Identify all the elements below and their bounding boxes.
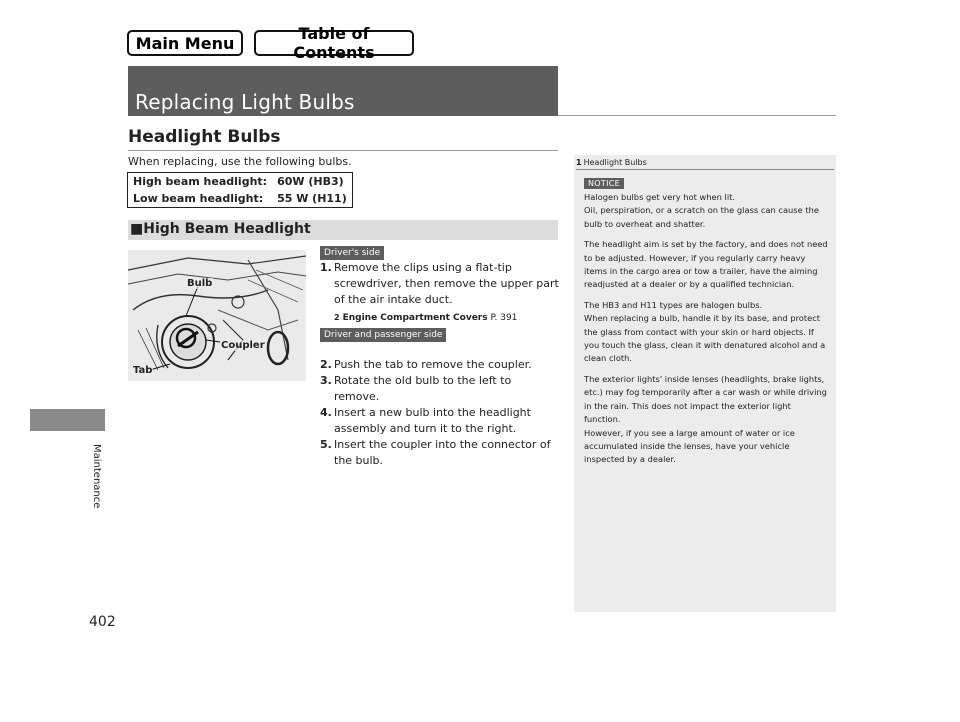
table-of-contents-button[interactable]: Table of Contents bbox=[254, 30, 414, 56]
sidebar-paragraph: The HB3 and H11 types are halogen bulbs. When replacing a bulb, handle it by its base, and protect the glass from contact with your skin or hard objects. If you touch the glass, clean it with denatured alcohol and a clean cloth. bbox=[584, 299, 826, 364]
notice-badge: NOTICE bbox=[584, 178, 624, 189]
spec-label: High beam headlight: bbox=[133, 175, 268, 188]
bulb-label: Bulb bbox=[187, 278, 213, 289]
section-divider bbox=[128, 150, 558, 151]
list-item: 5. Insert the coupler into the connector of the bulb. bbox=[320, 438, 551, 467]
list-item: 1. Remove the clips using a flat-tip screwdriver, then remove the upper part of the air intake duct. bbox=[320, 261, 559, 306]
sidebar-paragraph: The headlight aim is set by the factory, and does not need to be adjusted. However, if you regularly carry heavy items in the cargo area or tow a trailer, have the aiming readjusted at a dealer or by a qualified technician. bbox=[584, 239, 828, 290]
instruction-steps bbox=[320, 260, 560, 469]
sidebar-text bbox=[584, 191, 830, 467]
list-item: 2. Push the tab to remove the coupler. bbox=[320, 358, 532, 371]
driver-passenger-side-tag: Driver and passenger side bbox=[320, 328, 446, 342]
engine-bay-drawing bbox=[128, 250, 306, 381]
sidebar-divider bbox=[576, 169, 834, 170]
page-title: Replacing Light Bulbs bbox=[135, 90, 355, 114]
list-item: 4. Insert a new bulb into the headlight assembly and turn it to the right. bbox=[320, 406, 531, 435]
drivers-side-tag: Driver's side bbox=[320, 246, 384, 260]
main-menu-button[interactable]: Main Menu bbox=[127, 30, 243, 56]
coupler-label: Coupler bbox=[221, 340, 265, 351]
chapter-side-label: Maintenance bbox=[91, 444, 102, 509]
list-item: 3. Rotate the old bulb to the left to remove. bbox=[320, 374, 512, 403]
subsection-heading: ■High Beam Headlight bbox=[128, 220, 558, 240]
spec-value: 60W (HB3) bbox=[277, 175, 344, 188]
cross-reference-link[interactable]: 2 Engine Compartment Covers P. 391 bbox=[320, 310, 560, 326]
table-row bbox=[128, 173, 353, 191]
sidebar-paragraph: The exterior lights' inside lenses (headlights, brake lights, etc.) may fog temporarily after a car wash or while driving in the rain. This does not impact the exterior light function. However, if you see a large amount of water or ice accumulated inside the lenses, have your vehicle inspected by a dealer. bbox=[584, 373, 827, 465]
section-heading: Headlight Bulbs bbox=[128, 127, 281, 147]
sidebar-paragraph: Halogen bulbs get very hot when lit. Oil, perspiration, or a scratch on the glass can cause the bulb to overheat and shatter. bbox=[584, 192, 819, 229]
tab-label: Tab bbox=[133, 365, 153, 376]
title-divider bbox=[558, 115, 836, 116]
chapter-tab-marker bbox=[30, 409, 105, 431]
page-number: 402 bbox=[89, 614, 116, 630]
spec-value: 55 W (H11) bbox=[277, 192, 347, 205]
note-marker-icon: 1 bbox=[576, 158, 582, 167]
spec-label: Low beam headlight: bbox=[133, 192, 264, 205]
bulb-spec-table bbox=[127, 172, 353, 208]
section-intro: When replacing, use the following bulbs. bbox=[128, 155, 352, 168]
sidebar-heading: 1 Headlight Bulbs bbox=[576, 158, 647, 167]
reference-arrow-icon: 2 bbox=[334, 313, 340, 322]
table-row bbox=[128, 190, 353, 208]
page-title-bar bbox=[128, 66, 558, 116]
headlight-illustration bbox=[128, 250, 306, 381]
